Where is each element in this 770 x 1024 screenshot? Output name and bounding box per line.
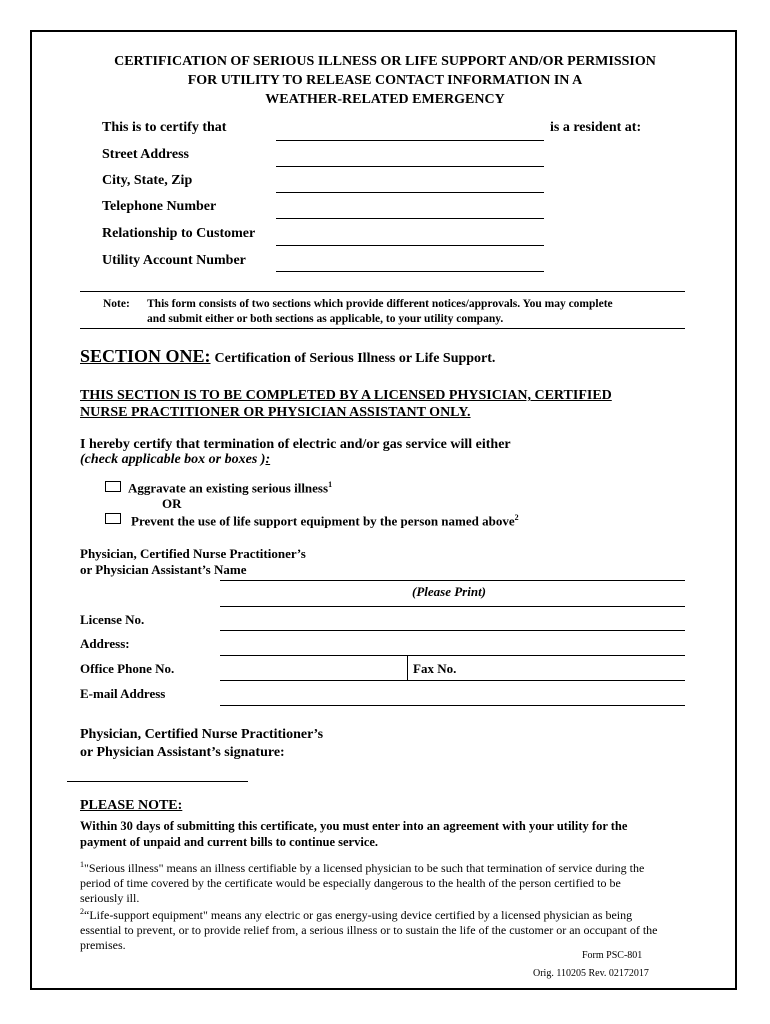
certify-text: I hereby certify that termination of electric and/or gas service will either xyxy=(80,437,511,452)
title-line-3: WEATHER-RELATED EMERGENCY xyxy=(265,92,505,107)
licensed-notice-line-2: NURSE PRACTITIONER OR PHYSICIAN ASSISTANT ONLY. xyxy=(80,405,471,420)
note-top-rule xyxy=(80,291,685,292)
please-note-line-1: Within 30 days of submitting this certificate, you must enter into an agreement with your utility for the xyxy=(80,819,628,833)
resident-label: is a resident at: xyxy=(550,120,642,135)
footnote-1-line-3: seriously ill. xyxy=(80,891,140,905)
footnote-2 xyxy=(80,904,658,953)
resident-name-field[interactable] xyxy=(276,140,544,141)
footnote-ref-1: 1 xyxy=(328,480,333,489)
form-title xyxy=(60,52,710,109)
signature-label-line-1: Physician, Certified Nurse Practitioner’s xyxy=(80,727,324,742)
physician-name-label xyxy=(80,546,306,578)
footnote-1 xyxy=(80,857,644,906)
life-support-label: Prevent the use of life support equipment by the person named above xyxy=(131,513,515,529)
account-number-label: Utility Account Number xyxy=(102,253,246,268)
footnote-1-marker: 1 xyxy=(80,860,84,869)
section-one-heading: SECTION ONE: xyxy=(80,346,211,366)
physician-address-field[interactable] xyxy=(220,655,685,656)
or-label: OR xyxy=(162,496,182,511)
aggravate-illness-checkbox[interactable] xyxy=(105,481,121,492)
aggravate-illness-label: Aggravate an existing serious illness xyxy=(128,480,329,496)
please-note-text xyxy=(80,818,627,850)
form-revision: Orig. 110205 Rev. 02172017 xyxy=(533,968,649,979)
email-field[interactable] xyxy=(220,705,685,706)
title-line-2: FOR UTILITY TO RELEASE CONTACT INFORMATION IN A xyxy=(187,73,583,88)
city-state-zip-field[interactable] xyxy=(276,192,544,193)
physician-address-label: Address: xyxy=(80,636,130,651)
email-label: E-mail Address xyxy=(80,686,166,701)
physician-name-field[interactable] xyxy=(220,580,685,581)
note-bottom-rule xyxy=(80,328,685,329)
physician-name-label-line-1: Physician, Certified Nurse Practitioner’s xyxy=(80,546,306,561)
footnote-2-line-3: premises. xyxy=(80,938,126,952)
relationship-field[interactable] xyxy=(276,245,544,246)
title-line-1: CERTIFICATION OF SERIOUS ILLNESS OR LIFE SUPPORT AND/OR PERMISSION xyxy=(114,54,656,69)
life-support-checkbox[interactable] xyxy=(105,513,121,524)
telephone-label: Telephone Number xyxy=(102,199,217,214)
note-line-1: This form consists of two sections which provide different notices/approvals. You may complete xyxy=(147,298,613,310)
please-print-rule xyxy=(220,606,685,607)
certify-label: This is to certify that xyxy=(102,120,227,135)
footnote-1-line-2: period of time covered by the certificate would be especially dangerous to the health of the person certified to be xyxy=(80,876,621,890)
please-print-label: (Please Print) xyxy=(412,584,487,599)
note-label: Note: xyxy=(103,298,130,310)
city-state-zip-label: City, State, Zip xyxy=(102,173,193,188)
life-support-option xyxy=(131,513,519,529)
check-instruction xyxy=(80,452,270,468)
licensed-notice-line-1: THIS SECTION IS TO BE COMPLETED BY A LICENSED PHYSICIAN, CERTIFIED xyxy=(80,388,612,403)
signature-label xyxy=(80,726,323,762)
street-address-field[interactable] xyxy=(276,166,544,167)
account-number-field[interactable] xyxy=(276,271,544,272)
note-line-2: and submit either or both sections as applicable, to your utility company. xyxy=(147,313,504,325)
check-instruction-text: (check applicable box or boxes ) xyxy=(80,452,266,467)
fax-label: Fax No. xyxy=(413,661,457,676)
phone-fax-field[interactable] xyxy=(220,680,685,681)
footnote-1-line-1: "Serious illness" means an illness certifiable by a licensed physician to be such that termination of service during the xyxy=(84,861,645,875)
signature-label-line-2: or Physician Assistant’s signature: xyxy=(80,745,285,760)
signature-field[interactable] xyxy=(67,781,248,782)
license-label: License No. xyxy=(80,612,145,627)
footnote-2-line-2: essential to prevent, or to provide relief from, a serious illness or to sustain the life of the customer or an occupant of the xyxy=(80,923,658,937)
telephone-field[interactable] xyxy=(276,218,544,219)
please-note-line-2: payment of unpaid and current bills to continue service. xyxy=(80,835,379,849)
note-text xyxy=(147,297,613,327)
section-one-subheading: Certification of Serious Illness or Life Support. xyxy=(214,351,496,366)
relationship-label: Relationship to Customer xyxy=(102,226,256,241)
please-note-heading: PLEASE NOTE: xyxy=(80,798,183,813)
section-one-header xyxy=(80,346,495,367)
physician-name-label-line-2: or Physician Assistant’s Name xyxy=(80,562,247,577)
phone-fax-divider xyxy=(407,656,408,680)
office-phone-label: Office Phone No. xyxy=(80,661,175,676)
aggravate-illness-option xyxy=(128,480,332,496)
footnote-ref-2: 2 xyxy=(514,513,519,522)
form-number: Form PSC-801 xyxy=(582,950,643,961)
check-instruction-colon: : xyxy=(265,452,271,467)
street-address-label: Street Address xyxy=(102,147,189,162)
footnote-2-line-1: “Life-support equipment" means any electric or gas energy-using device certified by a licensed physician as being xyxy=(84,908,633,922)
footnote-2-marker: 2 xyxy=(80,907,84,916)
licensed-notice xyxy=(80,387,612,421)
license-field[interactable] xyxy=(220,630,685,631)
